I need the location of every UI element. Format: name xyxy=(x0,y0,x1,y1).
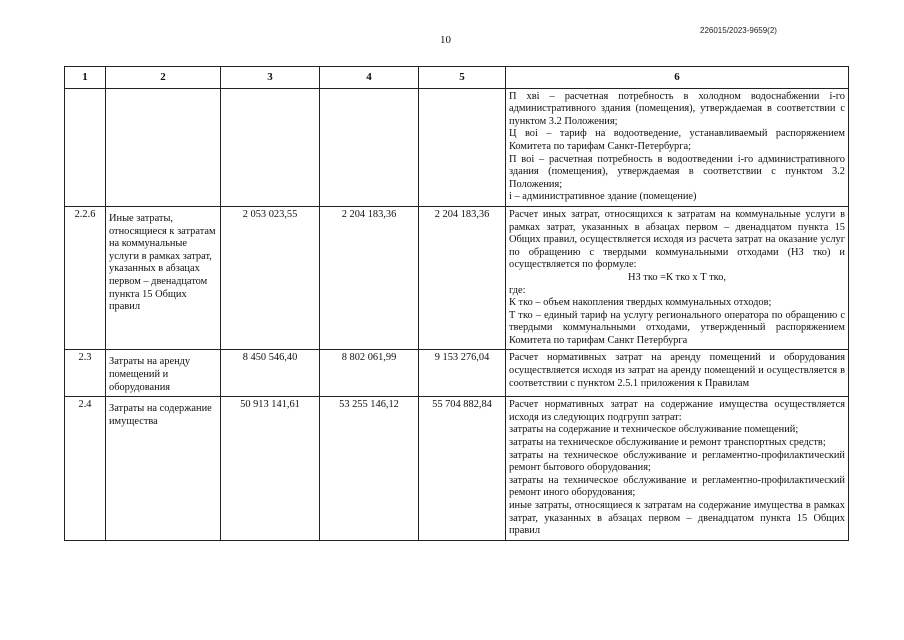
description-line: Расчет иных затрат, относящихся к затратам на коммунальные услуги в рамках затрат, указанных в абзацах первом – двенадцатом пункта 15 Общих правил, осуществляется исходя из расчета затрат на оказание услуг по обращению с твердыми коммунальными отходами (НЗ тко) и осуществляется по формуле: xyxy=(509,208,845,271)
table-row xyxy=(65,350,849,397)
description-line: i – административное здание (помещение) xyxy=(509,191,697,203)
description-line: где: xyxy=(509,284,526,296)
row-value-3: 9 153 276,04 xyxy=(419,350,506,397)
formula: НЗ тко =К тко х Т тко, xyxy=(628,271,726,283)
table-row xyxy=(65,88,849,206)
table-row xyxy=(65,397,849,541)
description-line: Т тко – единый тариф на услугу регионального оператора по обращению с твердыми коммунальными отходами, утвержденный распоряжением Комитета по тарифам Санкт Петербурга xyxy=(509,309,845,346)
row-value-1 xyxy=(221,88,320,206)
row-value-2: 2 204 183,36 xyxy=(320,206,419,350)
row-number: 2.3 xyxy=(65,350,106,397)
row-number: 2.4 xyxy=(65,397,106,541)
row-description xyxy=(506,350,849,397)
description-line: затраты на содержание и техническое обслуживание помещений; xyxy=(509,424,799,436)
column-header: 1 xyxy=(65,67,106,89)
row-value-3: 55 704 882,84 xyxy=(419,397,506,541)
column-header: 6 xyxy=(506,67,849,89)
description-line: затраты на техническое обслуживание и регламентно-профилактический ремонт иного оборудования; xyxy=(509,474,845,499)
row-description xyxy=(506,88,849,206)
column-header: 2 xyxy=(106,67,221,89)
document-id: 226015/2023-9659(2) xyxy=(700,26,777,35)
row-description xyxy=(506,206,849,350)
description-line: Ц воі – тариф на водоотведение, устанавливаемый распоряжением Комитета по тарифам Санкт-Петербурга; xyxy=(509,128,845,152)
row-value-1: 2 053 023,55 xyxy=(221,206,320,350)
table-header-row xyxy=(65,67,849,89)
column-header: 5 xyxy=(419,67,506,89)
row-number: 2.2.6 xyxy=(65,206,106,350)
description-line: Расчет нормативных затрат на аренду помещений и оборудования осуществляется исходя из затрат на аренду помещений и осуществляется в соответствии с пунктом 2.5.1 приложения к Правилам xyxy=(509,352,845,389)
row-description xyxy=(506,397,849,541)
row-value-1: 8 450 546,40 xyxy=(221,350,320,397)
column-header: 4 xyxy=(320,67,419,89)
row-name: Иные затраты, относящиеся к затратам на коммунальные услуги в рамках затрат, указанных в абзацах первом – двенадцатом пункта 15 Общих правил xyxy=(106,206,221,350)
description-line: Расчет нормативных затрат на содержание имущества осуществляется исходя из следующих подгрупп затрат: xyxy=(509,399,845,423)
table-row xyxy=(65,206,849,350)
row-value-2: 53 255 146,12 xyxy=(320,397,419,541)
row-value-2: 8 802 061,99 xyxy=(320,350,419,397)
description-line: П хві – расчетная потребность в холодном водоснабжении i-го административного здания (помещения), утверждаемая в соответствии с пунктом 3.2 Положения; xyxy=(509,90,845,127)
description-line: П воі – расчетная потребность в водоотведении i-го административного здания (помещения), утверждаемая в соответствии с пунктом 3.2 Положения; xyxy=(509,153,845,190)
row-value-2 xyxy=(320,88,419,206)
row-number xyxy=(65,88,106,206)
description-line: затраты на техническое обслуживание и ремонт транспортных средств; xyxy=(509,437,826,449)
page-number: 10 xyxy=(440,34,451,46)
description-line: иные затраты, относящиеся к затратам на содержание имущества в рамках затрат, указанных в абзацах первом – двенадцатом пункта 15 Общих правил xyxy=(509,500,845,537)
description-line: К тко – объем накопления твердых коммунальных отходов; xyxy=(509,297,772,309)
row-name: Затраты на содержание имущества xyxy=(106,397,221,541)
row-value-3: 2 204 183,36 xyxy=(419,206,506,350)
column-header: 3 xyxy=(221,67,320,89)
description-line: затраты на техническое обслуживание и регламентно-профилактический ремонт бытового оборудования; xyxy=(509,449,845,474)
row-value-3 xyxy=(419,88,506,206)
row-name xyxy=(106,88,221,206)
cost-norms-table xyxy=(64,66,849,541)
row-value-1: 50 913 141,61 xyxy=(221,397,320,541)
row-name: Затраты на аренду помещений и оборудования xyxy=(106,350,221,397)
